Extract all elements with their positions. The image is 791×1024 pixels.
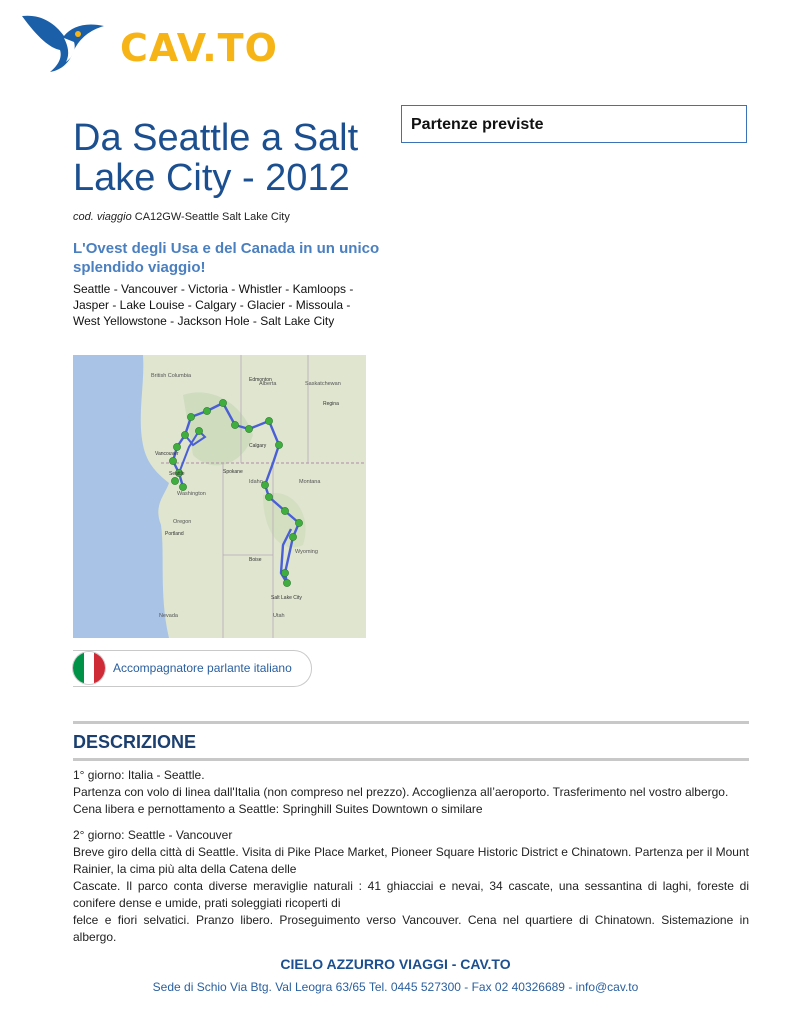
route-map[interactable] [73,355,366,638]
day-text: Cena libera e pernottamento a Seattle: Springhill Suites Downtown o similare [73,802,483,816]
map-label: Alberta [259,381,277,387]
day-text: Breve giro della città di Seattle. Visita di Pike Place Market, Pioneer Square Historic District e Chinatown. Partenza per il Mount Rainier, la cima più alta della Catena delle [73,845,749,876]
day-title: 2° giorno: Seattle - Vancouver [73,828,233,842]
departures-title: Partenze previste [411,116,544,133]
route-marker[interactable] [281,569,288,576]
day-text: felce e fiori selvatici. Pranzo libero. Proseguimento verso Vancouver. Cena nel quartiere di Chinatown. Sistemazione in albergo. [73,913,749,944]
italian-flag-icon [73,652,105,684]
route-marker[interactable] [295,519,302,526]
trip-code-label: cod. viaggio [73,211,132,223]
page-title: Da Seattle a Salt Lake City - 2012 [73,117,359,199]
departures-box [401,105,747,143]
logo-text: CAV.TO [120,26,278,70]
map-label: Spokane [223,469,243,475]
map-label: Calgary [249,443,267,449]
route-marker[interactable] [283,579,290,586]
route-marker[interactable] [179,483,186,490]
day-2 [73,827,749,946]
day-text: Partenza con volo di linea dall'Italia (non compreso nel prezzo). Accoglienza all’aeroporto. Trasferimento nel vostro albergo. [73,785,729,799]
day-text: Cascate. Il parco conta diverse meraviglie naturali : 41 ghiacciai e nevai, 34 cascate, una sessantina di laghi, foreste di conifere dense e umide, prati soleggiati ricoperti di [73,879,749,910]
trip-code [73,211,290,223]
map-label: Montana [299,479,321,485]
route-marker[interactable] [245,425,252,432]
map-label: Edmonton [249,377,272,383]
map-label: Portland [165,531,184,537]
guide-badge [73,650,312,687]
route-marker[interactable] [231,421,238,428]
map-label: Wyoming [295,549,318,555]
map-label: Nevada [159,613,178,619]
route-map-graphic [73,355,366,638]
route-marker[interactable] [289,533,296,540]
route-marker[interactable] [181,431,188,438]
day-1 [73,767,749,818]
map-label: Boise [249,557,262,563]
trip-subtitle: L'Ovest degli Usa e del Canada in un unico splendido viaggio! [73,240,380,276]
map-label: British Columbia [151,373,192,379]
day-title: 1° giorno: Italia - Seattle. [73,768,205,782]
description-heading: DESCRIZIONE [73,732,197,752]
map-label: Saskatchewan [305,381,341,387]
route-marker[interactable] [195,427,202,434]
map-label: Oregon [173,519,192,525]
guide-label: Accompagnatore parlante italiano [113,661,292,675]
route-marker[interactable] [219,399,226,406]
divider [73,758,749,761]
route-marker[interactable] [281,507,288,514]
map-label: Regina [323,401,339,407]
map-label: Utah [273,613,285,619]
map-label: Salt Lake City [271,595,302,601]
route-marker[interactable] [203,407,210,414]
map-label: Washington [177,491,206,497]
route-marker[interactable] [265,493,272,500]
trip-stops: Seattle - Vancouver - Victoria - Whistler - Kamloops - Jasper - Lake Louise - Calgary - Glacier - Missoula - West Yellowstone - Jackson Hole - Salt Lake City [73,282,354,328]
route-marker[interactable] [171,477,178,484]
route-marker[interactable] [275,441,282,448]
bird-logo-icon [20,8,110,78]
map-label: Vancouver [155,451,179,457]
route-marker[interactable] [265,417,272,424]
divider [73,721,749,724]
cavto-logo[interactable] [20,8,278,78]
route-marker[interactable] [173,443,180,450]
map-label: Seattle [169,471,185,477]
footer-company: CIELO AZZURRO VIAGGI - CAV.TO [280,956,511,972]
route-marker[interactable] [169,457,176,464]
route-marker[interactable] [187,413,194,420]
trip-code-value: CA12GW-Seattle Salt Lake City [134,211,290,223]
footer-address[interactable]: Sede di Schio Via Btg. Val Leogra 63/65 Tel. 0445 527300 - Fax 02 40326689 - info@cav.to [152,980,639,994]
map-label: Idaho [249,479,263,485]
